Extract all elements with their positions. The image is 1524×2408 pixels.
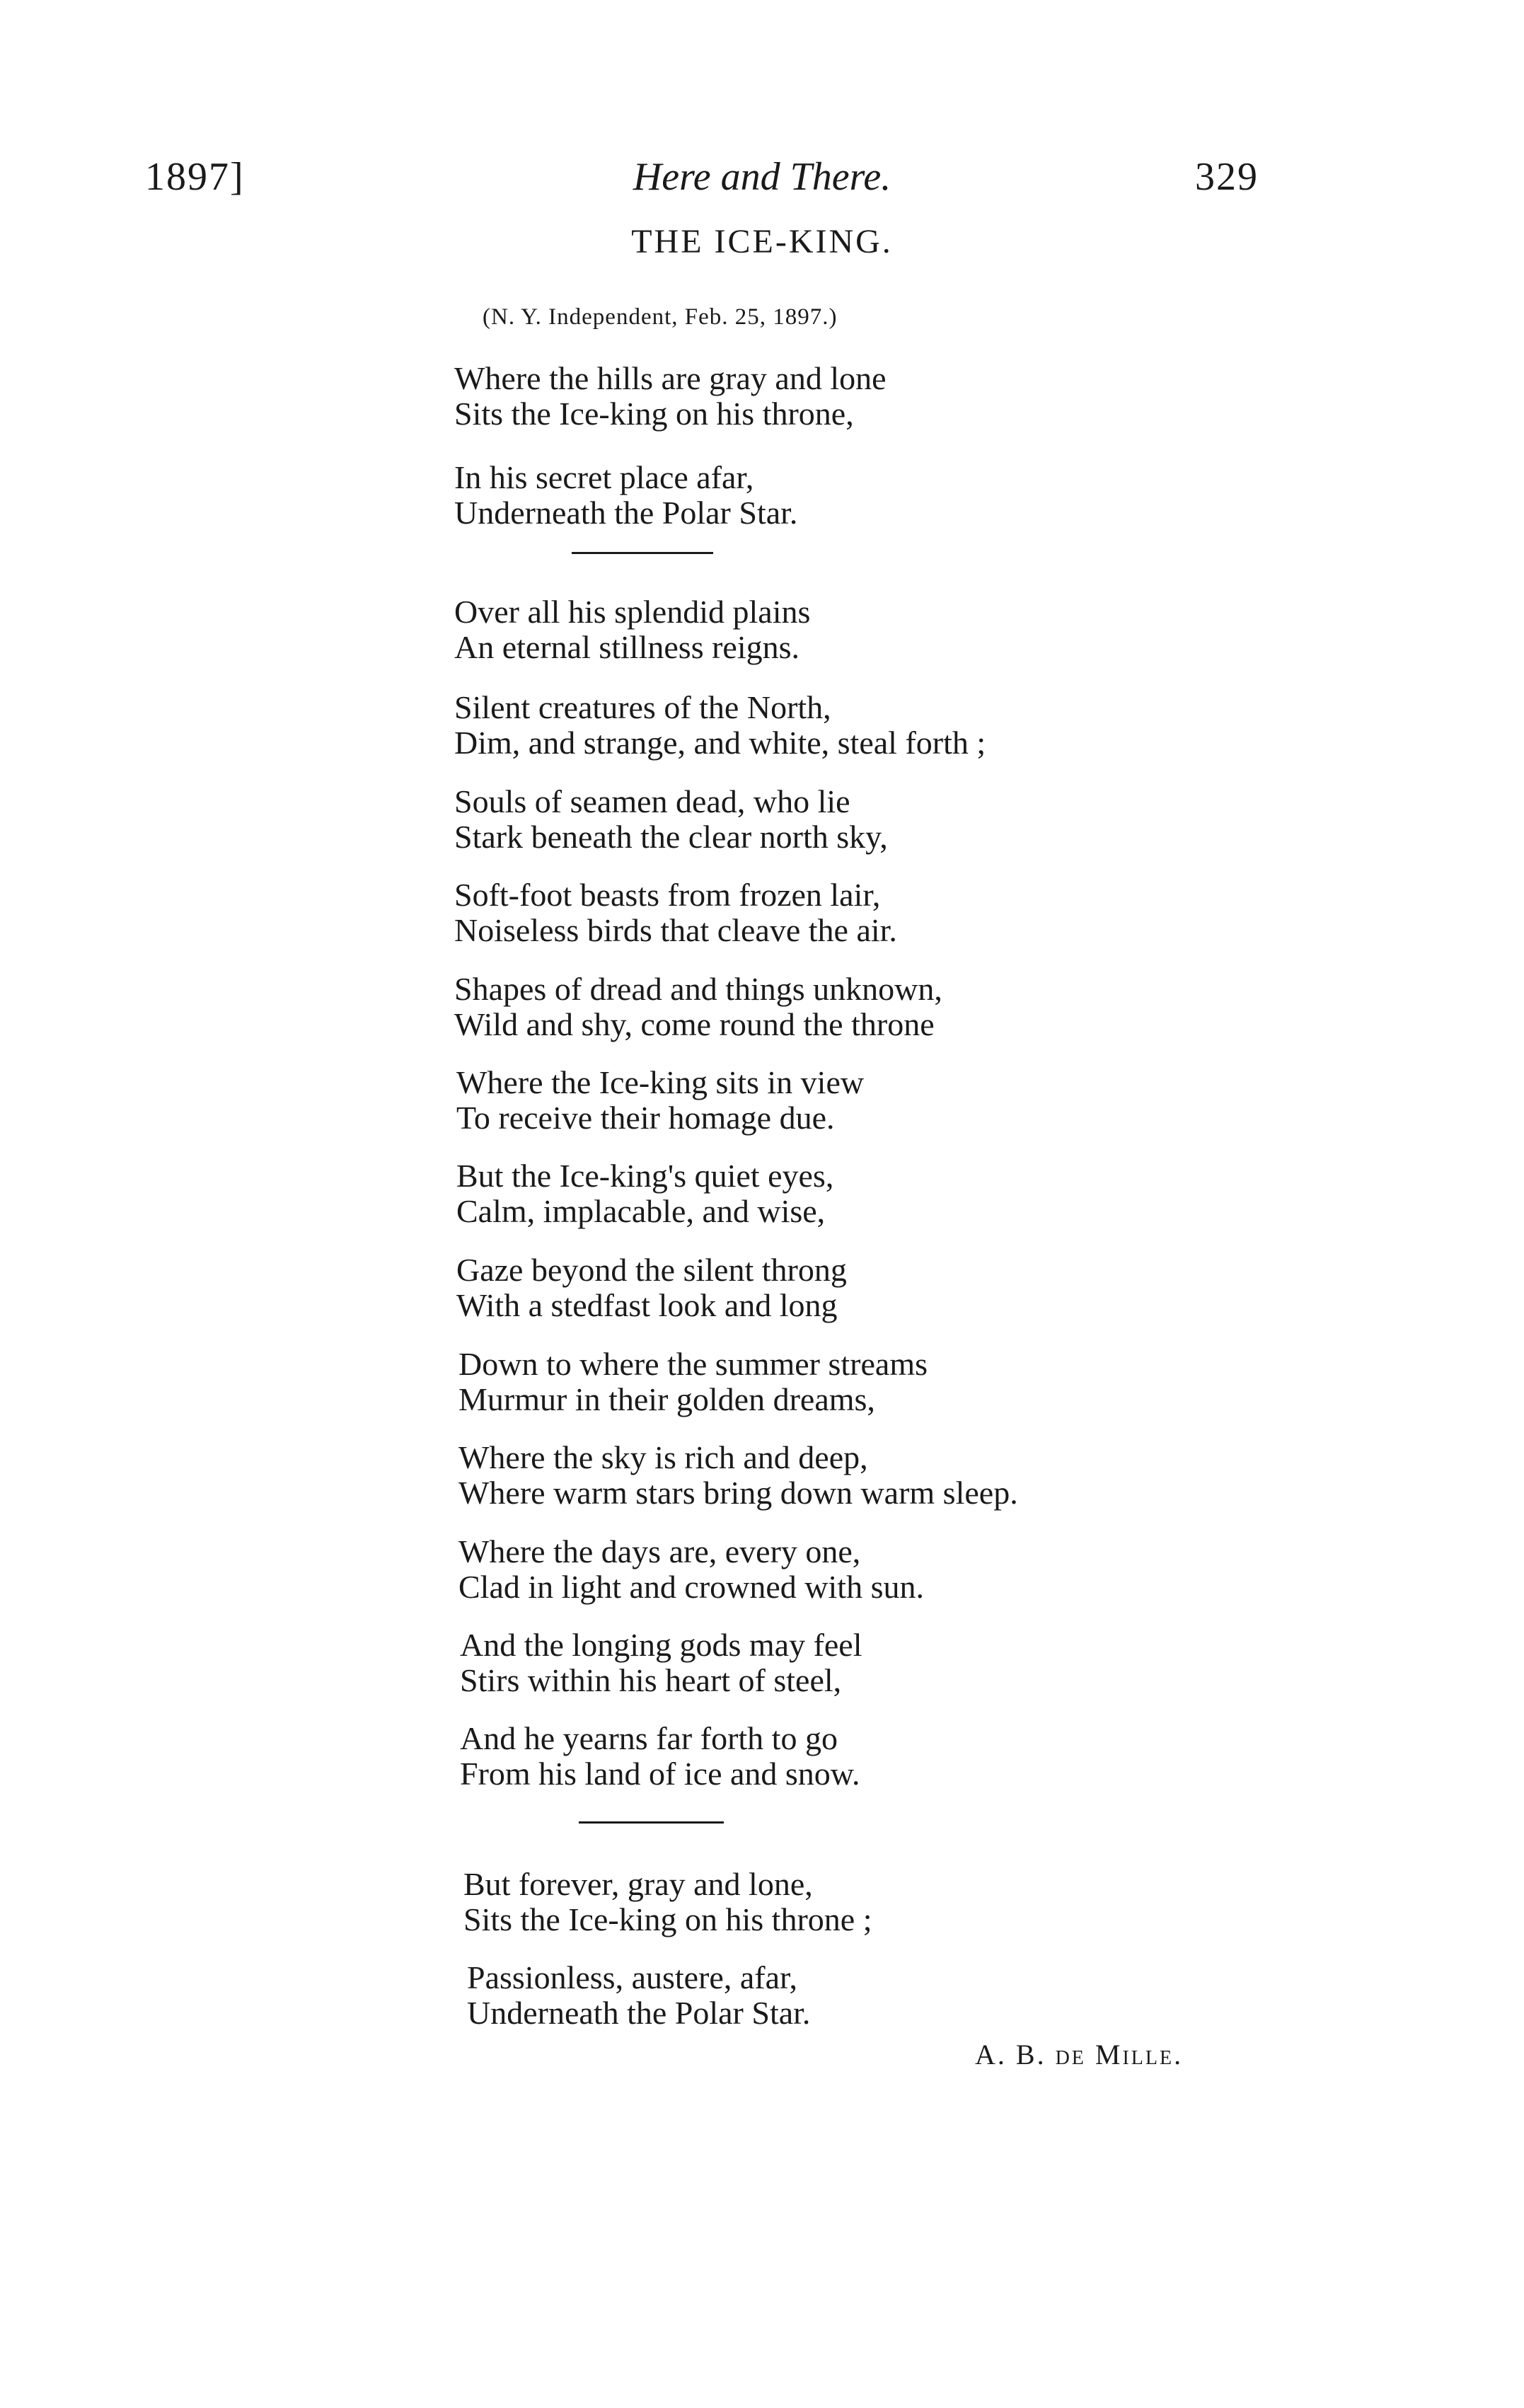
stanza-8 xyxy=(456,1065,864,1136)
verse-line: Sits the Ice-king on his throne ; xyxy=(463,1901,872,1937)
page-number: 329 xyxy=(1195,155,1259,199)
verse-line: Stirs within his heart of steel, xyxy=(460,1662,842,1698)
verse-line: Souls of seamen dead, who lie xyxy=(454,783,850,819)
stanza-2 xyxy=(454,460,797,531)
stanza-5 xyxy=(454,784,888,855)
stanza-10 xyxy=(456,1252,847,1323)
verse-line: Where warm stars bring down warm sleep. xyxy=(458,1475,1018,1511)
verse-line: Soft-foot beasts from frozen lair, xyxy=(454,877,881,913)
stanza-16 xyxy=(463,1867,872,1937)
verse-line: From his land of ice and snow. xyxy=(460,1756,860,1792)
running-title: Here and There. xyxy=(633,155,891,199)
stanza-3 xyxy=(454,594,810,665)
stanza-7 xyxy=(454,972,942,1042)
verse-line: Clad in light and crowned with sun. xyxy=(458,1569,924,1605)
verse-line: To receive their homage due. xyxy=(456,1100,835,1136)
stanza-11 xyxy=(458,1347,928,1417)
verse-line: In his secret place afar, xyxy=(454,459,754,495)
verse-line: Where the sky is rich and deep, xyxy=(458,1439,868,1475)
stanza-6 xyxy=(454,877,897,948)
header-year: 1897] xyxy=(145,155,245,199)
verse-line: Dim, and strange, and white, steal forth ; xyxy=(454,725,986,761)
stanza-12 xyxy=(458,1440,1018,1511)
verse-line: Underneath the Polar Star. xyxy=(454,495,798,531)
poem-title: THE ICE-KING. xyxy=(631,223,893,260)
verse-line: Gaze beyond the silent throng xyxy=(456,1252,847,1288)
verse-line: Down to where the summer streams xyxy=(458,1346,928,1382)
verse-line: Where the hills are gray and lone xyxy=(454,360,887,396)
section-divider xyxy=(572,552,713,554)
section-divider xyxy=(579,1821,724,1824)
author-surname: Mille. xyxy=(1095,2039,1184,2070)
verse-line: Wild and shy, come round the throne xyxy=(454,1006,935,1042)
verse-line: Where the days are, every one, xyxy=(458,1533,861,1569)
verse-line: Stark beneath the clear north sky, xyxy=(454,819,888,855)
verse-line: Where the Ice-king sits in view xyxy=(456,1064,865,1100)
verse-line: Underneath the Polar Star. xyxy=(467,1995,811,2031)
verse-line: But the Ice-king's quiet eyes, xyxy=(456,1158,834,1194)
verse-line: An eternal stillness reigns. xyxy=(454,629,800,665)
author-initials: A. B. xyxy=(975,2039,1046,2070)
stanza-4 xyxy=(454,690,986,761)
stanza-13 xyxy=(458,1534,924,1605)
verse-line: But forever, gray and lone, xyxy=(463,1866,813,1902)
verse-line: With a stedfast look and long xyxy=(456,1287,838,1323)
author-name-particle: de xyxy=(1055,2039,1086,2070)
verse-line: And the longing gods may feel xyxy=(460,1627,862,1663)
verse-line: And he yearns far forth to go xyxy=(460,1720,838,1756)
stanza-17 xyxy=(467,1960,810,2031)
verse-line: Calm, implacable, and wise, xyxy=(456,1193,826,1229)
verse-line: Noiseless birds that cleave the air. xyxy=(454,912,897,948)
verse-line: Passionless, austere, afar, xyxy=(467,1959,797,1995)
author-signature xyxy=(975,2041,1183,2069)
verse-line: Shapes of dread and things unknown, xyxy=(454,971,942,1007)
verse-line: Silent creatures of the North, xyxy=(454,689,831,725)
verse-line: Over all his splendid plains xyxy=(454,594,811,630)
stanza-1 xyxy=(454,361,887,432)
stanza-15 xyxy=(460,1721,860,1792)
verse-line: Murmur in their golden dreams, xyxy=(458,1381,875,1417)
stanza-9 xyxy=(456,1158,833,1229)
stanza-14 xyxy=(460,1628,862,1698)
poem-source: (N. Y. Independent, Feb. 25, 1897.) xyxy=(483,304,838,330)
verse-line: Sits the Ice-king on his throne, xyxy=(454,396,854,432)
